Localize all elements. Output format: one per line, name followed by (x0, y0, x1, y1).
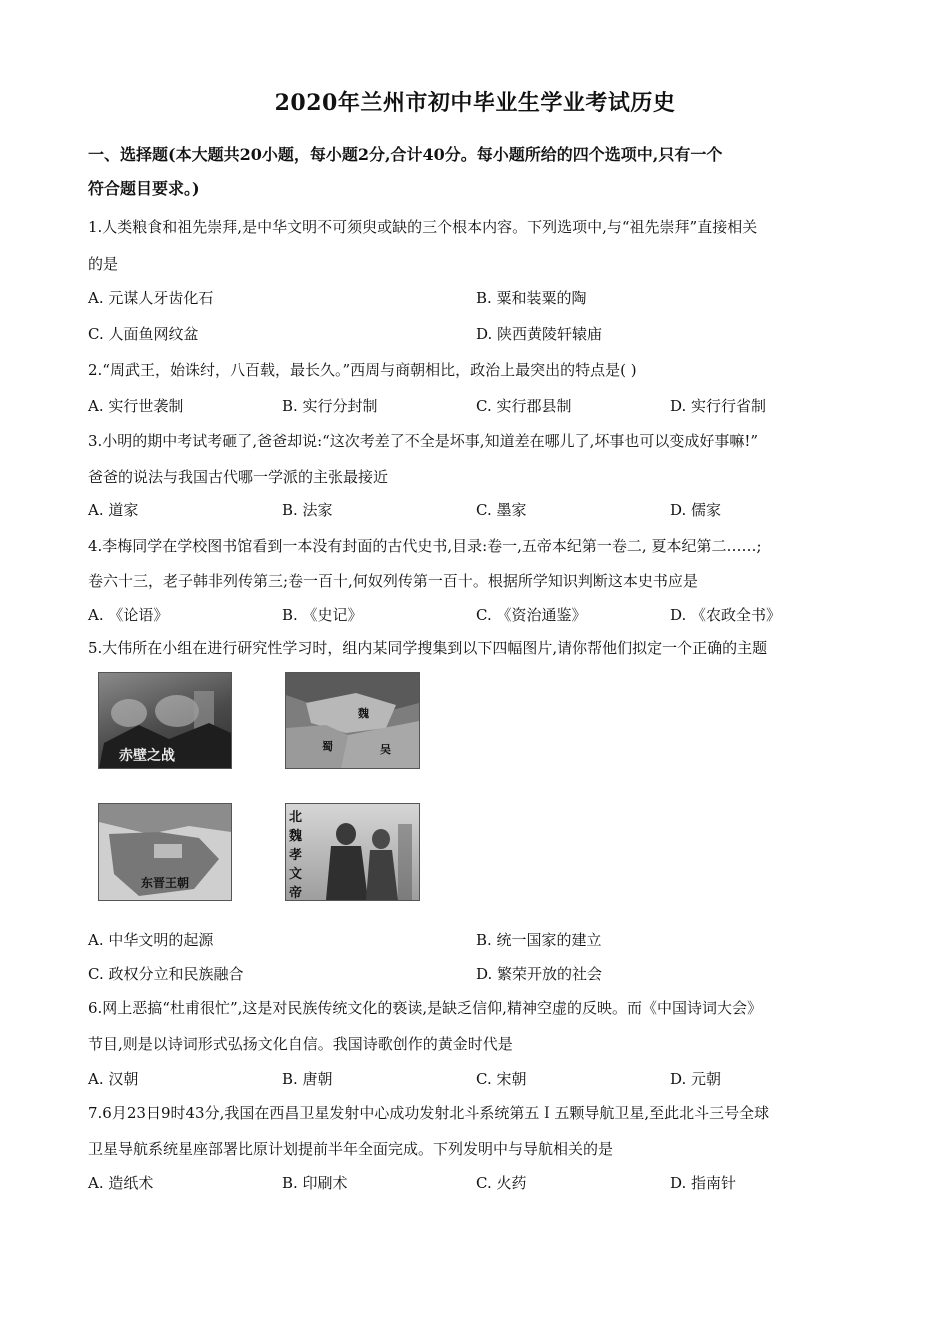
eastern-jin-map-image (98, 803, 232, 901)
q1-option-b: B. 粟和装粟的陶 (476, 289, 587, 307)
xiaowen-caption: 北魏孝文帝 (289, 810, 303, 901)
q1-option-d: D. 陕西黄陵轩辕庙 (476, 325, 603, 343)
q3-option-c: C. 墨家 (476, 501, 527, 519)
q6-stem-line2: 节目,则是以诗词形式弘扬文化自信。我国诗歌创作的黄金时代是 (88, 1035, 513, 1053)
section-heading-line2: 符合题目要求。) (88, 179, 200, 198)
q1-stem-line1: 1.人类粮食和祖先崇拜,是中华文明不可须臾或缺的三个根本内容。下列选项中,与“祖先崇拜”直接相关 (88, 218, 758, 236)
q6-stem-line1: 6.网上恶搞“杜甫很忙”,这是对民族传统文化的亵读,是缺乏信仰,精神空虚的反映。而《中国诗词大会》 (88, 999, 762, 1017)
q3-option-d: D. 儒家 (670, 501, 722, 519)
q7-stem-line1: 7.6月23日9时43分,我国在西昌卫星发射中心成功发射北斗系统第五Ｉ五颗导航卫星,至此北斗三号全球 (88, 1104, 770, 1122)
q6-option-a: A. 汉朝 (88, 1070, 139, 1088)
q4-stem-line1: 4.李梅同学在学校图书馆看到一本没有封面的古代史书,目录:卷一,五帝本纪第一卷二, 夏本纪第二……; (88, 537, 762, 555)
q5-option-a: A. 中华文明的起源 (88, 931, 214, 949)
q4-stem-line2: 卷六十三，老子韩非列传第三;卷一百十,何奴列传第一百十。根据所学知识判断这本史书应是 (88, 572, 698, 590)
q5-option-b: B. 统一国家的建立 (476, 931, 602, 949)
q6-option-d: D. 元朝 (670, 1070, 722, 1088)
chibi-battle-image (98, 672, 232, 769)
q3-option-b: B. 法家 (282, 501, 333, 519)
page-title: 2020年兰州市初中毕业生学业考试历史 (274, 90, 676, 116)
chibi-caption: 赤壁之战 (119, 748, 175, 764)
q3-option-a: A. 道家 (88, 501, 139, 519)
q2-stem: 2.“周武王，始诛纣，八百载，最长久。”西周与商朝相比，政治上最突出的特点是( ) (88, 361, 637, 379)
three-kingdoms-map-image (285, 672, 420, 769)
q3-stem-line2: 爸爸的说法与我国古代哪一学派的主张最接近 (88, 468, 389, 486)
section-heading-line1: 一、选择题(本大题共20小题，每小题2分,合计40分。每小题所给的四个选项中,只有一个 (88, 145, 723, 164)
q2-option-c: C. 实行郡县制 (476, 397, 572, 415)
procession-illustration (286, 804, 419, 900)
q4-option-b: B. 《史记》 (282, 606, 363, 624)
q6-option-b: B. 唐朝 (282, 1070, 333, 1088)
map-label-wei: 魏 (358, 707, 369, 720)
q5-stem: 5.大伟所在小组在进行研究性学习时，组内某同学搜集到以下四幅图片,请你帮他们拟定一个正确的主题 (88, 639, 768, 657)
q6-option-c: C. 宋朝 (476, 1070, 527, 1088)
q2-option-d: D. 实行行省制 (670, 397, 767, 415)
q3-stem-line1: 3.小明的期中考试考砸了,爸爸却说:“这次考差了不全是坏事,知道差在哪儿了,坏事也可以变成好事嘛!” (88, 432, 759, 450)
q4-option-a: A. 《论语》 (88, 606, 169, 624)
q5-option-c: C. 政权分立和民族融合 (88, 965, 244, 983)
q2-option-b: B. 实行分封制 (282, 397, 378, 415)
q1-stem-line2: 的是 (88, 255, 119, 273)
q4-option-c: C. 《资治通鉴》 (476, 606, 587, 624)
map-label-wu: 吴 (380, 743, 391, 756)
q5-option-d: D. 繁荣开放的社会 (476, 965, 603, 983)
map-label-shu: 蜀 (322, 740, 333, 753)
q7-option-d: D. 指南针 (670, 1174, 737, 1192)
emperor-xiaowen-image (285, 803, 420, 901)
q2-option-a: A. 实行世袭制 (88, 397, 184, 415)
q7-option-c: C. 火药 (476, 1174, 527, 1192)
q1-option-a: A. 元谋人牙齿化石 (88, 289, 214, 307)
q7-option-b: B. 印刷术 (282, 1174, 348, 1192)
three-kingdoms-map (286, 673, 419, 768)
q4-option-d: D. 《农政全书》 (670, 606, 782, 624)
q1-option-c: C. 人面鱼网纹盆 (88, 325, 199, 343)
eastern-jin-caption: 东晋王朝 (141, 876, 190, 890)
q7-option-a: A. 造纸术 (88, 1174, 154, 1192)
q7-stem-line2: 卫星导航系统星座部署比原计划提前半年全面完成。下列发明中与导航相关的是 (88, 1140, 614, 1158)
